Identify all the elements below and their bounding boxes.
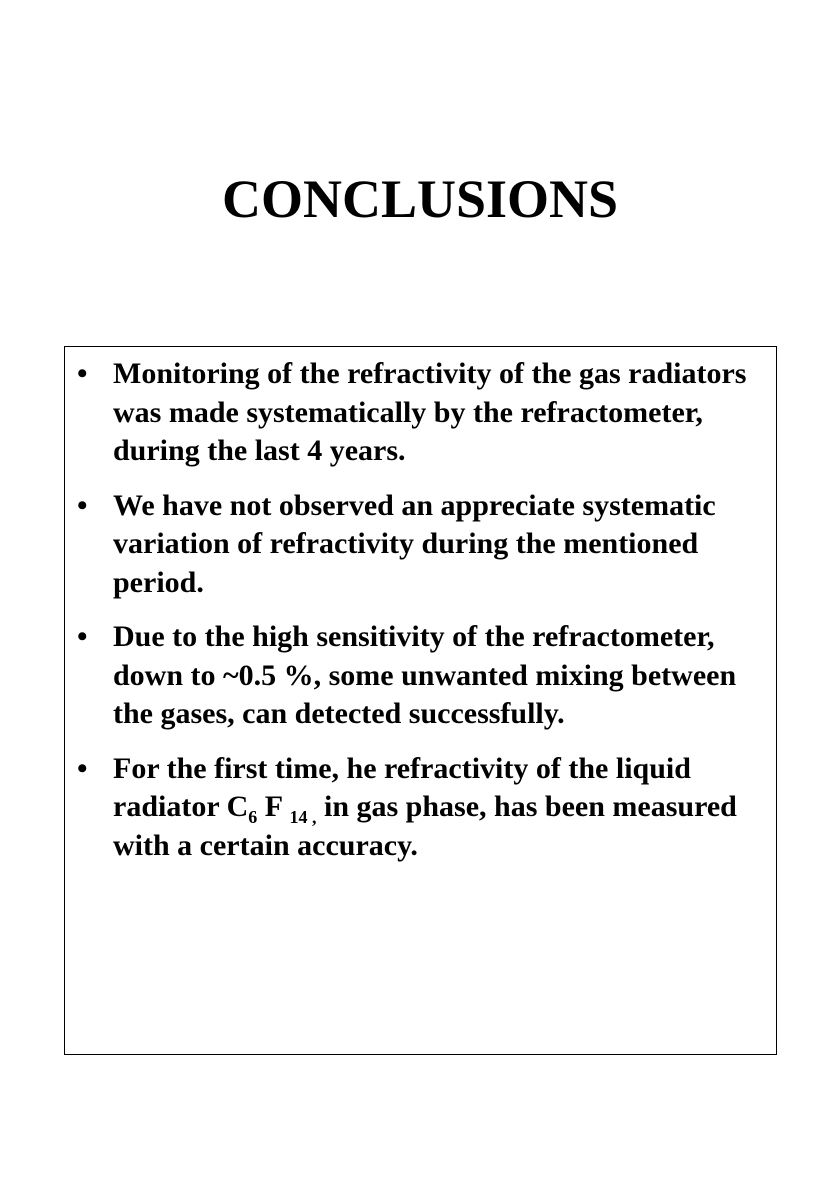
bullet-text: Monitoring of the refractivity of the gas radiators was made systematically by the refractometer, during the last 4 years. [113, 357, 747, 467]
subscript: 6 [248, 807, 258, 827]
bullet-text-part: F [257, 790, 290, 823]
list-item [77, 355, 770, 471]
bullet-icon: • [77, 488, 88, 522]
list-item [77, 750, 770, 866]
subscript: 14 , [289, 807, 317, 827]
bullet-text-part: For the first time, he refractivity of the liquid radiator C [113, 751, 691, 823]
page-title: CONCLUSIONS [221, 169, 619, 229]
conclusions-box [64, 346, 777, 1055]
bullet-text-part: in gas phase, has been measured with a certain accuracy. [113, 790, 737, 862]
bullet-icon: • [77, 751, 88, 785]
bullet-text: We have not observed an appreciate systematic variation of refractivity during the mentioned period. [113, 488, 716, 599]
list-item [77, 618, 770, 734]
bullet-icon: • [77, 357, 88, 390]
bullet-text: Due to the high sensitivity of the refractometer, down to ~0.5 %, some unwanted mixing between the gases, can detected successfully. [113, 620, 737, 730]
conclusions-list [77, 355, 770, 881]
bullet-icon: • [77, 620, 88, 653]
list-item [77, 487, 770, 603]
